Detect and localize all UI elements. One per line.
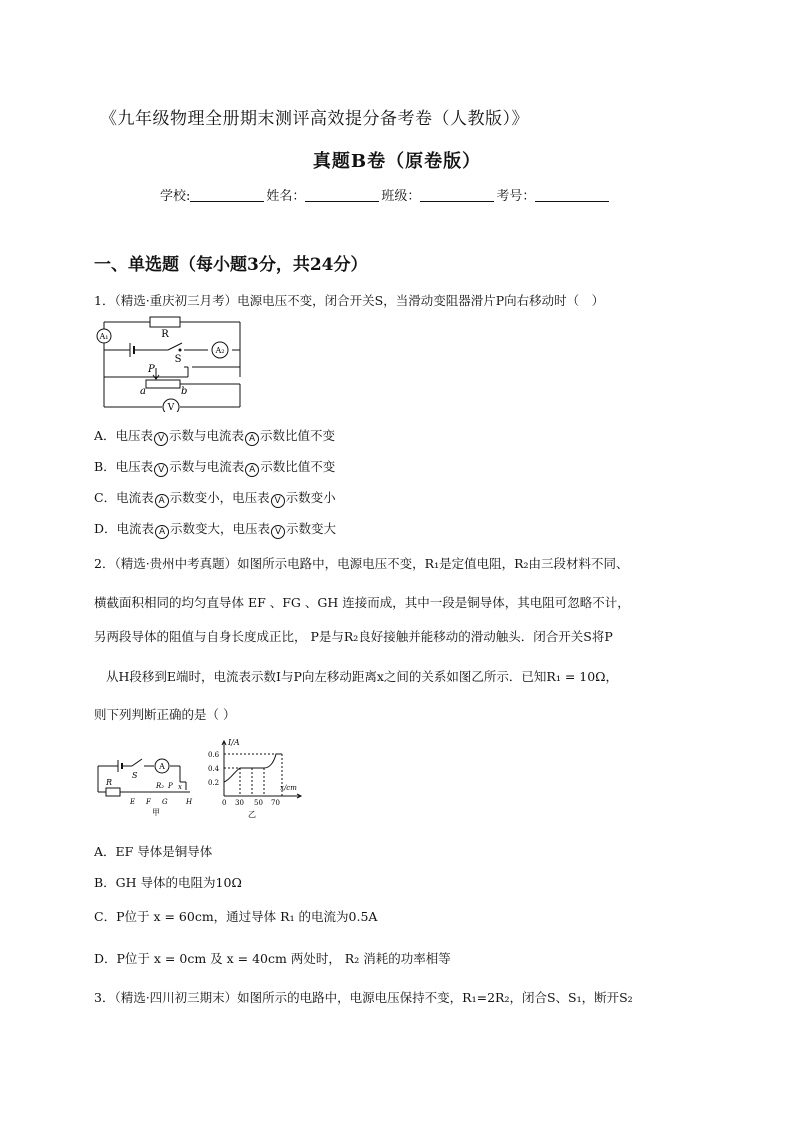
q2-yi-ylabel: I/A bbox=[228, 738, 240, 747]
voltmeter-symbol-icon: V bbox=[271, 525, 285, 539]
q1-option-c-post: 示数变小 bbox=[285, 490, 336, 505]
q2-yi-ytick-3: 0.2 bbox=[208, 779, 220, 787]
series-title: 《九年级物理全册期末测评高效提分备考卷（人教版）》 bbox=[100, 109, 529, 129]
q2-line-3: 另两段导体的阻值与自身长度成正比， P是与R₂良好接触并能移动的滑动触头．闭合开关S将P bbox=[94, 629, 613, 644]
q3-stem: 3．（精选·四川初三期末）如图所示的电路中，电源电压保持不变，R₁=2R₂，闭合S、S₁，断开S₂ bbox=[94, 990, 633, 1005]
section-title: 一、单选题（每小题3分，共24分） bbox=[94, 255, 368, 275]
q1-option-b bbox=[94, 457, 335, 477]
q1-option-d-post: 示数变大 bbox=[286, 521, 337, 536]
name-label: 姓名： bbox=[266, 189, 306, 204]
q2-yi-xlabel: x/cm bbox=[280, 784, 297, 792]
q1-circuit-diagram bbox=[92, 312, 252, 412]
q2-option-a: A．EF 导体是铜导体 bbox=[94, 844, 213, 859]
ammeter-symbol-icon: A bbox=[245, 432, 259, 446]
ammeter-symbol-icon: A bbox=[245, 463, 259, 477]
voltmeter-symbol-icon: V bbox=[154, 432, 168, 446]
q1-option-a-mid: 示数与电流表 bbox=[169, 428, 245, 443]
q1-option-a bbox=[94, 426, 335, 446]
q1-stem: 1．（精选·重庆初三月考）电源电压不变，闭合开关S，当滑动变阻器滑片P向右移动时（ ） bbox=[94, 293, 605, 308]
q2-option-c: C．P位于 x = 60cm，通过导体 R₁ 的电流为0.5A bbox=[94, 909, 378, 924]
q2-fig-s: S bbox=[132, 771, 138, 780]
q2-yi-caption: 乙 bbox=[248, 810, 256, 819]
q1-option-a-pre: A．电压表 bbox=[94, 428, 154, 443]
exam-no-blank bbox=[535, 189, 609, 202]
q2-line-5: 则下列判断正确的是（ ） bbox=[94, 707, 236, 722]
q1-option-b-post: 示数比值不变 bbox=[260, 459, 336, 474]
ammeter-symbol-icon: A bbox=[155, 494, 169, 508]
q2-option-b: B．GH 导体的电阻为10Ω bbox=[94, 875, 242, 890]
q2-option-d: D．P位于 x = 0cm 及 x = 40cm 两处时， R₂ 消耗的功率相等 bbox=[94, 951, 451, 966]
school-label: 学校: bbox=[160, 189, 191, 204]
voltmeter-symbol-icon: V bbox=[154, 463, 168, 477]
q1-option-c-pre: C．电流表 bbox=[94, 490, 154, 505]
school-blank bbox=[190, 189, 264, 202]
q2-fig-g: G bbox=[162, 798, 168, 806]
q1-label-p: P bbox=[148, 364, 155, 375]
q1-label-s: S bbox=[174, 354, 182, 365]
class-blank bbox=[420, 189, 494, 202]
q2-fig-e: E bbox=[130, 798, 136, 806]
class-label: 班级： bbox=[381, 189, 421, 204]
q1-option-d-pre: D．电流表 bbox=[94, 521, 155, 536]
q1-option-c bbox=[94, 488, 336, 508]
q1-label-a1: A₁ bbox=[99, 332, 109, 341]
q1-option-d bbox=[94, 519, 336, 539]
q1-label-a2: A₂ bbox=[215, 346, 225, 355]
ammeter-symbol-icon: A bbox=[155, 525, 169, 539]
q2-yi-xtick-3: 50 bbox=[254, 799, 263, 807]
q2-yi-ytick-2: 0.4 bbox=[208, 765, 220, 773]
name-blank bbox=[305, 189, 379, 202]
q1-label-a: a bbox=[140, 386, 146, 397]
q2-fig-caption-jia: 甲 bbox=[152, 808, 160, 817]
q2-fig-a: A bbox=[159, 762, 165, 771]
q2-yi-xtick-1: 0 bbox=[222, 799, 227, 807]
q2-line-2: 横截面积相同的均匀直导体 EF 、FG 、GH 连接而成，其中一段是铜导体，其电阻可忽略不计， bbox=[94, 595, 630, 610]
q1-label-r: R bbox=[161, 329, 169, 340]
q1-option-b-mid: 示数与电流表 bbox=[169, 459, 245, 474]
q2-figure-yi bbox=[204, 736, 304, 820]
q2-fig-p: P bbox=[168, 782, 173, 790]
q2-fig-r: R bbox=[106, 778, 113, 787]
paper-title: 真题B卷（原卷版） bbox=[312, 151, 482, 172]
q2-figure-jia bbox=[92, 746, 210, 818]
q1-option-c-mid: 示数变小，电压表 bbox=[169, 490, 270, 505]
q1-option-d-mid: 示数变大，电压表 bbox=[170, 521, 271, 536]
q2-fig-r2: R₂ bbox=[156, 782, 165, 790]
q1-label-v: V bbox=[167, 403, 175, 412]
exam-no-label: 考号： bbox=[496, 189, 536, 204]
q2-yi-xtick-2: 30 bbox=[235, 799, 244, 807]
q2-yi-xtick-4: 70 bbox=[271, 799, 280, 807]
q2-fig-h: H bbox=[186, 798, 193, 806]
q2-line-4: 从H段移到E端时，电流表示数I与P向左移动距离x之间的关系如图乙所示．已知R₁ = 10Ω， bbox=[106, 669, 619, 684]
q2-line-1: 2．（精选·贵州中考真题）如图所示电路中，电源电压不变，R₁是定值电阻，R₂由三段材料不同、 bbox=[94, 556, 629, 571]
q2-fig-x: x bbox=[178, 783, 182, 791]
q2-fig-f: F bbox=[146, 798, 151, 806]
q1-option-a-post: 示数比值不变 bbox=[260, 428, 336, 443]
q1-option-b-pre: B．电压表 bbox=[94, 459, 154, 474]
student-info-line bbox=[160, 185, 611, 204]
voltmeter-symbol-icon: V bbox=[271, 494, 285, 508]
q1-label-b: b bbox=[181, 386, 188, 397]
q2-yi-ytick-1: 0.6 bbox=[208, 751, 220, 759]
